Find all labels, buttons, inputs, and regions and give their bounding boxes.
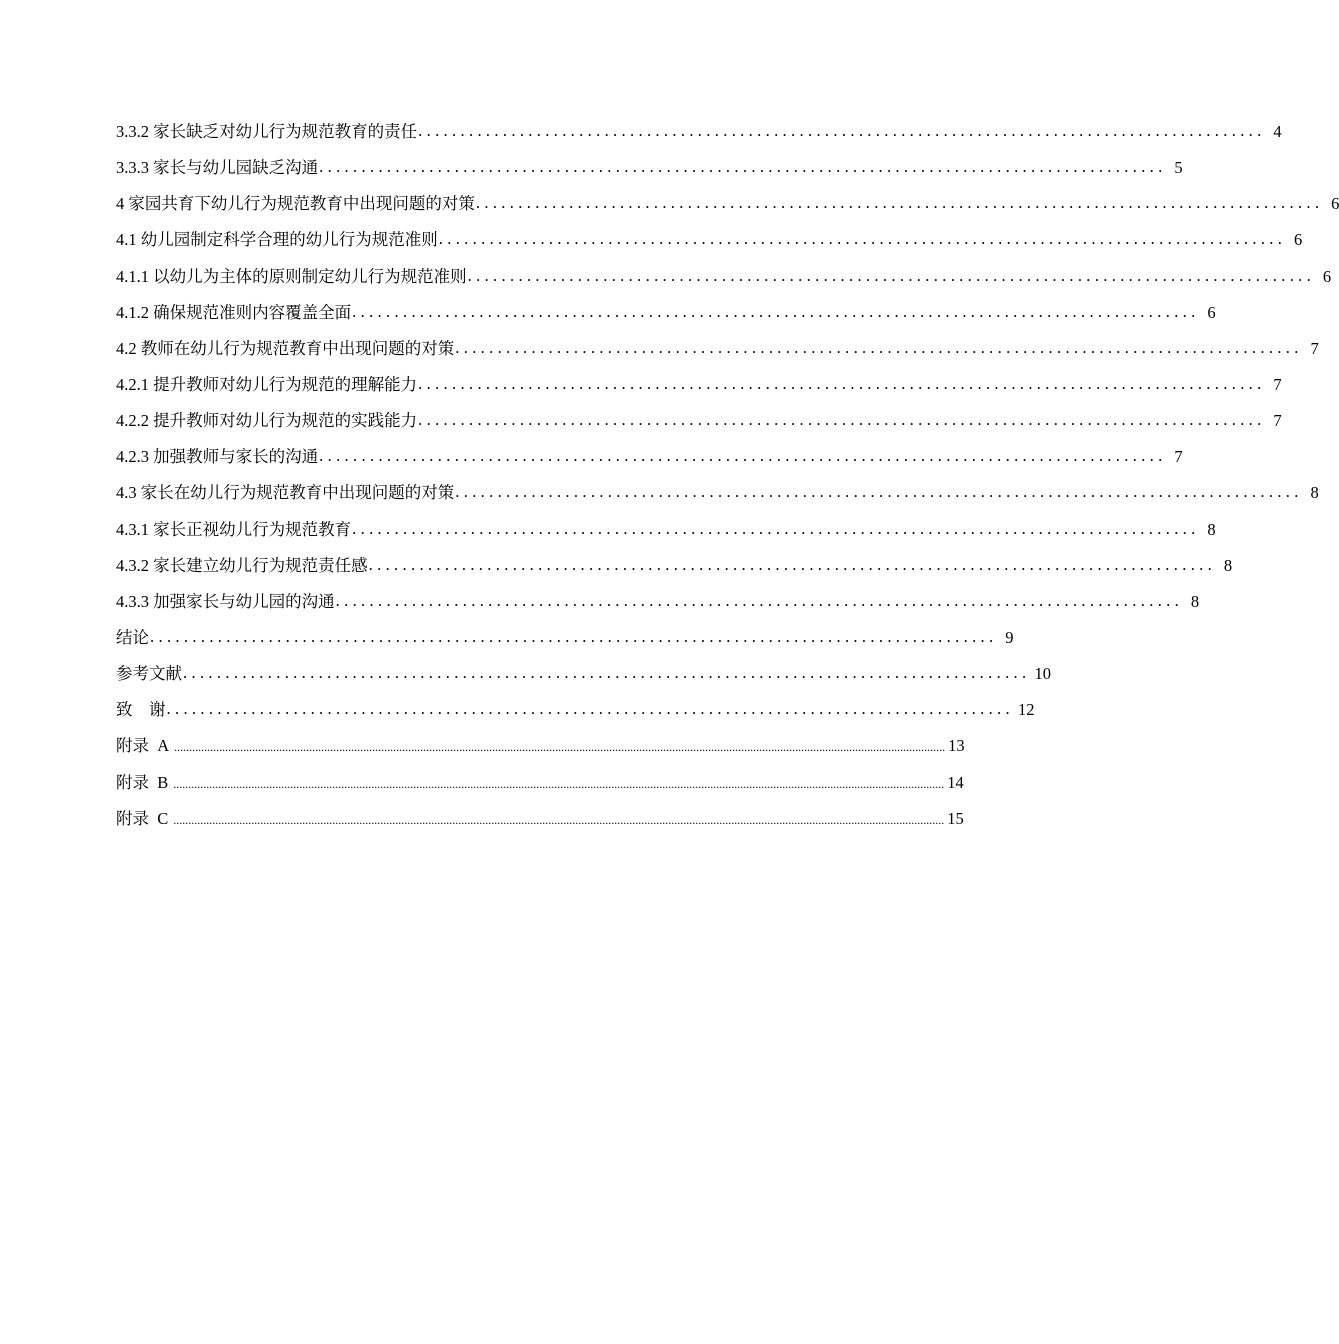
toc-entry-4-1-1[interactable] — [116, 259, 1332, 295]
dot-leader: ................................................................................................................................................................................................................................................................. — [174, 740, 946, 755]
dot-leader: .................................................................................................... — [352, 518, 1200, 538]
toc-entry-appendix-c[interactable] — [116, 801, 964, 837]
toc-entry-4-2-3[interactable] — [116, 439, 1183, 475]
dot-leader: .................................................................................................... — [319, 157, 1167, 177]
toc-entry-4-3-1[interactable] — [116, 512, 1216, 548]
toc-entry-title: 3.3.2 家长缺乏对幼儿行为规范教育的责任 — [116, 122, 418, 142]
toc-entry-title: 结论 — [116, 628, 149, 648]
toc-entry-title: 3.3.3 家长与幼儿园缺乏沟通 — [116, 158, 319, 178]
toc-entry-3-3-3[interactable] — [116, 150, 1183, 186]
dot-leader: .................................................................................................... — [418, 121, 1266, 141]
toc-entry-4-1-2[interactable] — [116, 295, 1216, 331]
dot-leader: .................................................................................................... — [319, 446, 1167, 466]
toc-entry-4-3-3[interactable] — [116, 584, 1200, 620]
toc-entry-title: 附录 C — [116, 808, 169, 828]
dot-leader: .................................................................................................... — [183, 663, 1031, 683]
toc-page-number: 10 — [1034, 664, 1051, 684]
toc-page-number: 7 — [1310, 338, 1319, 358]
toc-entry-4-1[interactable] — [116, 222, 1303, 258]
toc-page-number: 9 — [1005, 628, 1014, 648]
toc-page-number: 6 — [1331, 194, 1339, 214]
toc-page-number: 6 — [1207, 302, 1216, 322]
toc-entry-4[interactable] — [116, 186, 1339, 222]
toc-page-number: 8 — [1310, 483, 1319, 503]
toc-page-number: 12 — [1018, 700, 1035, 720]
table-of-contents — [116, 114, 1339, 837]
toc-entry-title: 4.3.1 家长正视幼儿行为规范教育 — [116, 519, 352, 539]
toc-page-number: 7 — [1273, 411, 1282, 431]
toc-entry-title: 附录 B — [116, 772, 169, 792]
toc-entry-title: 4.2.2 提升教师对幼儿行为规范的实践能力 — [116, 411, 418, 431]
toc-entry-4-3[interactable] — [116, 475, 1319, 511]
toc-page-number: 13 — [948, 736, 965, 756]
toc-entry-4-3-2[interactable] — [116, 548, 1233, 584]
toc-entry-title: 4.2 教师在幼儿行为规范教育中出现问题的对策 — [116, 338, 455, 358]
dot-leader: .................................................................................................... — [438, 229, 1287, 249]
toc-entry-acknowledgements[interactable] — [116, 692, 1035, 728]
toc-page-number: 15 — [947, 808, 964, 828]
toc-entry-4-2-1[interactable] — [116, 367, 1282, 403]
toc-entry-title: 4.1.1 以幼儿为主体的原则制定幼儿行为规范准则 — [116, 266, 467, 286]
dot-leader: .................................................................................................... — [166, 699, 1014, 719]
toc-page-number: 7 — [1273, 375, 1282, 395]
toc-page-number: 5 — [1174, 158, 1183, 178]
toc-page-number: 7 — [1174, 447, 1183, 467]
dot-leader: .................................................................................................... — [455, 482, 1303, 502]
toc-entry-appendix-a[interactable] — [116, 728, 965, 764]
dot-leader: .................................................................................................... — [335, 590, 1184, 610]
toc-page-number: 8 — [1190, 591, 1200, 611]
toc-entry-4-2[interactable] — [116, 331, 1319, 367]
toc-entry-title: 致 谢 — [116, 700, 166, 720]
dot-leader: .................................................................................................... — [475, 193, 1324, 213]
toc-entry-title: 4.3.2 家长建立幼儿行为规范责任感 — [116, 555, 368, 575]
dot-leader: .................................................................................................... — [368, 554, 1217, 574]
toc-entry-title: 4.3 家长在幼儿行为规范教育中出现问题的对策 — [116, 483, 455, 503]
toc-page-number: 8 — [1207, 519, 1216, 539]
toc-entry-title: 附录 A — [116, 736, 170, 756]
toc-entry-title: 参考文献 — [116, 664, 182, 684]
toc-entry-title: 4.2.1 提升教师对幼儿行为规范的理解能力 — [116, 375, 418, 395]
dot-leader: ................................................................................................................................................................................................................................................................. — [173, 812, 945, 827]
dot-leader: .................................................................................................... — [418, 374, 1266, 394]
toc-page-number: 8 — [1223, 555, 1233, 575]
dot-leader: ................................................................................................................................................................................................................................................................. — [173, 776, 945, 791]
toc-entry-title: 4.1.2 确保规范准则内容覆盖全面 — [116, 302, 352, 322]
toc-entry-title: 4.1 幼儿园制定科学合理的幼儿行为规范准则 — [116, 230, 438, 250]
toc-page-number: 14 — [947, 772, 964, 792]
dot-leader: .................................................................................................... — [352, 301, 1200, 321]
toc-entry-title: 4.3.3 加强家长与幼儿园的沟通 — [116, 591, 335, 611]
dot-leader: .................................................................................................... — [467, 265, 1316, 285]
dot-leader: .................................................................................................... — [455, 337, 1303, 357]
dot-leader: .................................................................................................... — [418, 410, 1266, 430]
toc-page-number: 6 — [1322, 266, 1332, 286]
toc-entry-title: 4 家园共育下幼儿行为规范教育中出现问题的对策 — [116, 194, 475, 214]
toc-page-number: 6 — [1294, 230, 1303, 250]
toc-entry-title: 4.2.3 加强教师与家长的沟通 — [116, 447, 319, 467]
toc-entry-appendix-b[interactable] — [116, 765, 964, 801]
toc-entry-references[interactable] — [116, 656, 1051, 692]
toc-entry-4-2-2[interactable] — [116, 403, 1282, 439]
dot-leader: .................................................................................................... — [150, 627, 998, 647]
toc-entry-conclusion[interactable] — [116, 620, 1014, 656]
toc-entry-3-3-2[interactable] — [116, 114, 1282, 150]
toc-page-number: 4 — [1273, 122, 1282, 142]
